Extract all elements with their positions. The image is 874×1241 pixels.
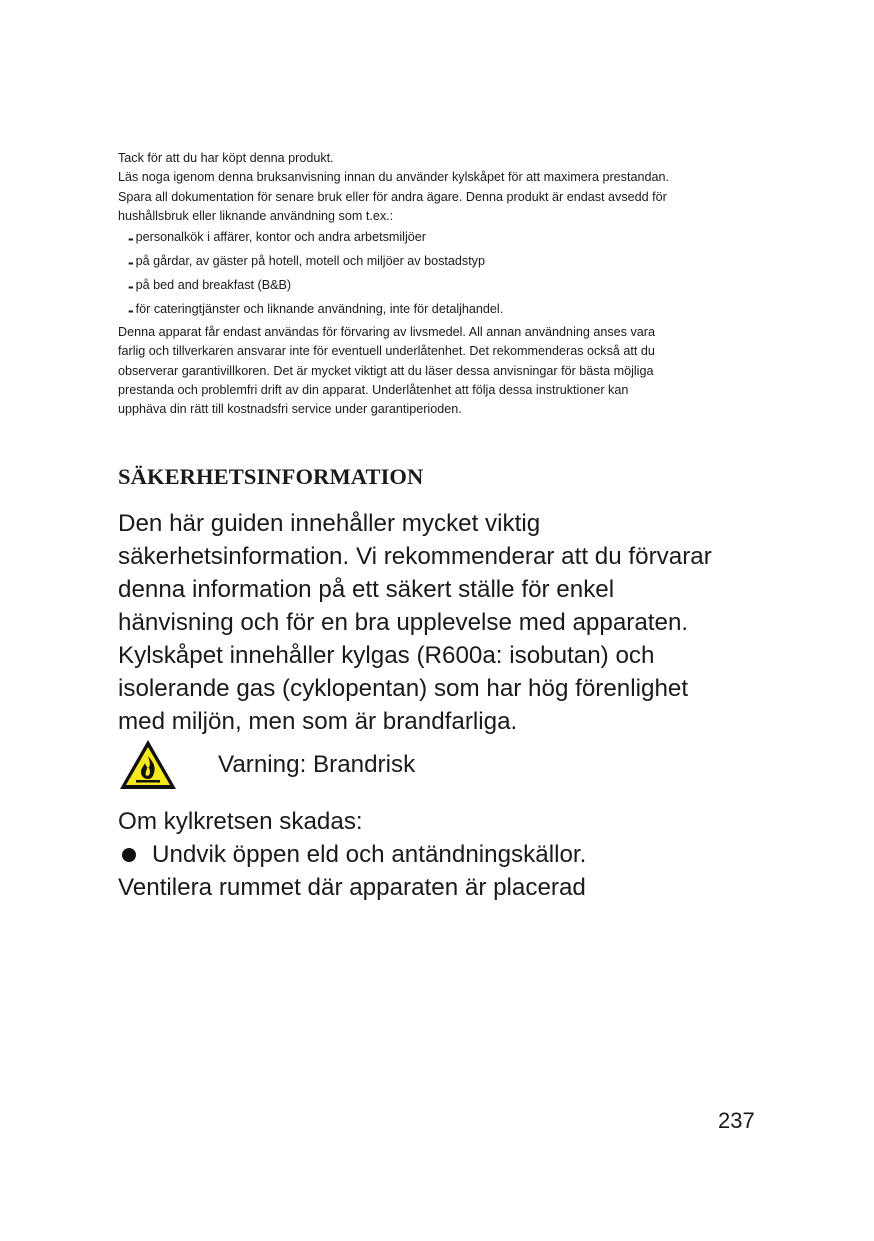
circuit-section bbox=[118, 805, 778, 904]
intro-paragraph-1 bbox=[118, 149, 758, 226]
list-item-text: för cateringtjänster och liknande användning, inte för detaljhandel. bbox=[135, 302, 504, 317]
fire-warning bbox=[118, 738, 618, 794]
dash-marker: - bbox=[128, 301, 134, 321]
safety-paragraph bbox=[118, 507, 778, 738]
safety-line: hänvisning och för en bra upplevelse med apparaten. bbox=[118, 609, 689, 636]
section-heading: SÄKERHETSINFORMATION bbox=[118, 464, 424, 489]
intro-line: Denna apparat får endast användas för förvaring av livsmedel. All annan användning anses vara bbox=[118, 325, 655, 340]
safety-line: isolerande gas (cyklopentan) som har hög förenlighet bbox=[118, 675, 689, 702]
usage-list bbox=[118, 229, 758, 328]
flammable-warning-icon bbox=[118, 738, 178, 791]
bullet-dot-icon bbox=[122, 848, 136, 862]
dash-marker: - bbox=[128, 253, 134, 273]
intro-paragraph-2 bbox=[118, 323, 758, 419]
bullet-text: Undvik öppen eld och antändningskällor. bbox=[152, 841, 587, 868]
circuit-heading: Om kylkretsen skadas: bbox=[118, 808, 363, 835]
intro-line: observerar garantivillkoren. Det är mycket viktigt att du läser dessa anvisningar för bästa möjliga bbox=[118, 363, 654, 378]
intro-line: hushållsbruk eller liknande användning som t.ex.: bbox=[118, 208, 394, 223]
intro-line: farlig och tillverkaren ansvarar inte för eventuell underlåtenhet. Det rekommenderas också att du bbox=[118, 344, 655, 359]
safety-line: med miljön, men som är brandfarliga. bbox=[118, 708, 518, 735]
intro-text bbox=[118, 149, 758, 420]
safety-line: Den här guiden innehåller mycket viktig bbox=[118, 510, 541, 537]
ventilate-text: Ventilera rummet där apparaten är placerad bbox=[118, 874, 586, 901]
intro-line: upphäva din rätt till kostnadsfri service under garantiperioden. bbox=[118, 402, 462, 417]
dash-marker: - bbox=[128, 277, 134, 297]
safety-line: säkerhetsinformation. Vi rekommenderar att du förvarar bbox=[118, 543, 712, 570]
dash-marker: - bbox=[128, 229, 134, 249]
page-number: 237 bbox=[718, 1108, 755, 1133]
warning-text: Varning: Brandrisk bbox=[218, 751, 416, 778]
intro-line: Tack för att du har köpt denna produkt. bbox=[118, 151, 334, 165]
intro-line: Läs noga igenom denna bruksanvisning innan du använder kylskåpet för att maximera prestandan. bbox=[118, 170, 669, 185]
safety-line: denna information på ett säkert ställe för enkel bbox=[118, 576, 615, 603]
bullet-item bbox=[118, 838, 778, 871]
intro-line: prestanda och problemfri drift av din apparat. Underlåtenhet att följa dessa instruktioner kan bbox=[118, 383, 629, 398]
intro-line: Spara all dokumentation för senare bruk eller för andra ägare. Denna produkt är endast avsedd för bbox=[118, 189, 667, 204]
safety-line: Kylskåpet innehåller kylgas (R600a: isobutan) och bbox=[118, 642, 655, 669]
list-item-text: personalkök i affärer, kontor och andra arbetsmiljöer bbox=[135, 230, 426, 245]
list-item-text: på bed and breakfast (B&B) bbox=[135, 278, 292, 293]
list-item-text: på gårdar, av gäster på hotell, motell och miljöer av bostadstyp bbox=[135, 254, 485, 269]
